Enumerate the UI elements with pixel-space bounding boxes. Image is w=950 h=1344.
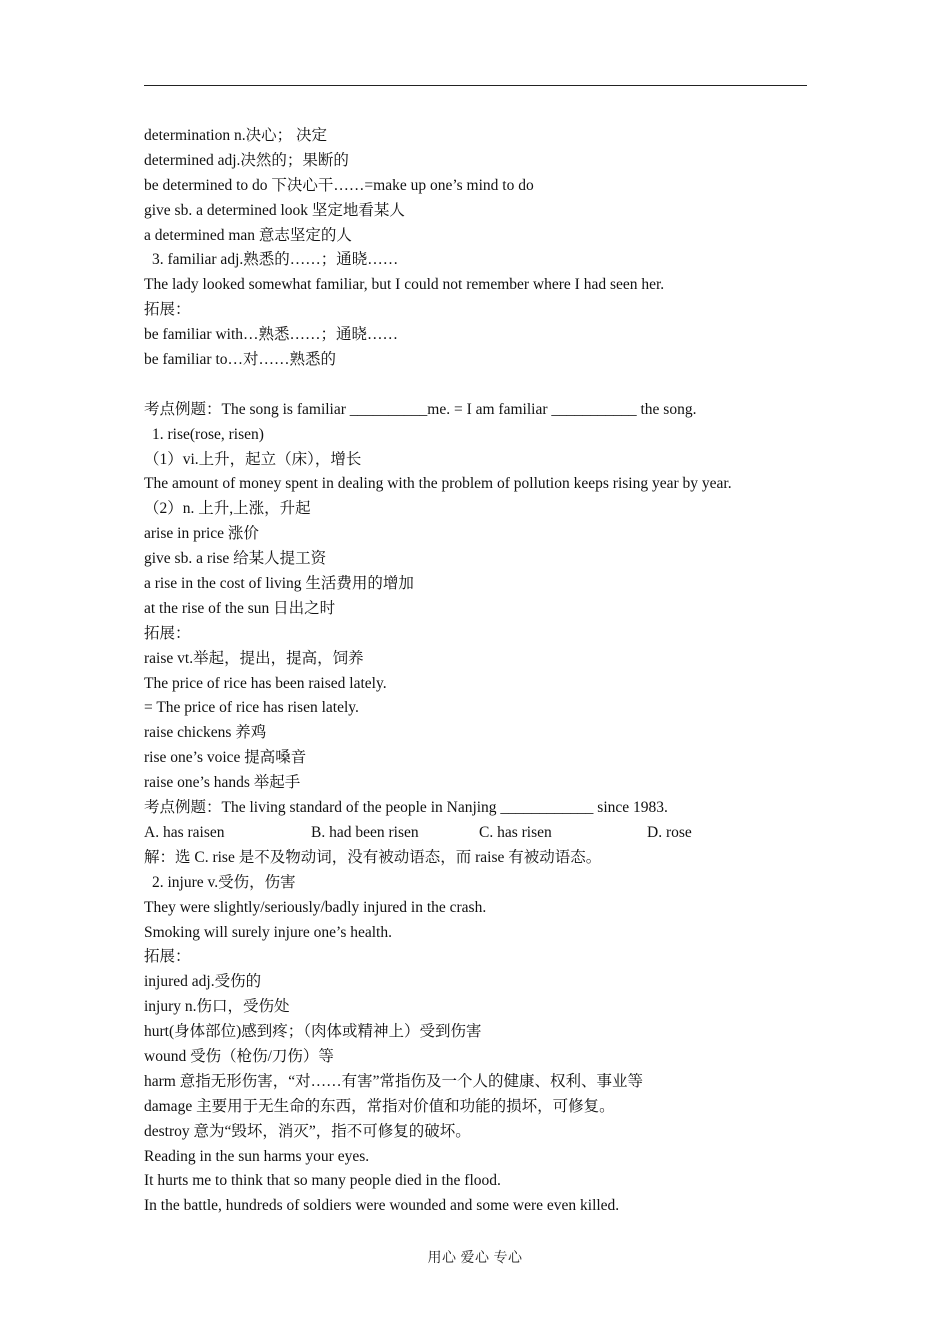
page-footer: 用心 爱心 专心 [427,1251,523,1266]
answer-explanation: 解：选 C. rise 是不及物动词，没有被动语态，而 raise 有被动语态。 [144,848,602,866]
text-line: （1）vi.上升，起立（床），增长 [144,450,362,468]
text-line: be familiar to…对……熟悉的 [144,351,336,369]
text-line: 拓展： [144,301,191,319]
text-line: at the rise of the sun 日出之时 [144,599,336,617]
text-line: damage 主要用于无生命的东西，常指对价值和功能的损坏，可修复。 [144,1097,615,1115]
text-line: rise one’s voice 提高嗓音 [144,749,307,767]
section-heading-familiar: 3. familiar adj.熟悉的……；通晓…… [152,251,399,269]
text-line: be determined to do 下决心干……=make up one’s mind to do [144,176,534,194]
option-a: A. has raisen [144,823,225,841]
text-line: give sb. a determined look 坚定地看某人 [144,201,405,219]
text-line: destroy 意为“毁坏，消灭”，指不可修复的破坏。 [144,1122,471,1140]
text-line: injured adj.受伤的 [144,973,262,991]
answer-options [144,821,824,846]
text-line: Smoking will surely injure one’s health. [144,923,392,941]
option-c: C. has risen [479,823,552,841]
section-heading-rise: 1. rise(rose, risen) [152,425,264,443]
text-line: be familiar with…熟悉……；通晓…… [144,326,398,344]
text-line: a rise in the cost of living 生活费用的增加 [144,575,414,593]
text-line: = The price of rice has risen lately. [144,699,359,717]
text-line: The amount of money spent in dealing with the problem of pollution keeps rising year by year. [144,475,732,493]
text-line: give sb. a rise 给某人提工资 [144,550,327,568]
text-line: The price of rice has been raised lately. [144,674,387,692]
exercise-line: 考点例题：The song is familiar __________me. = I am familiar ___________ the song. [144,400,697,418]
text-line: It hurts me to think that so many people died in the flood. [144,1172,501,1190]
text-line: They were slightly/seriously/badly injured in the crash. [144,898,487,916]
document-body [144,124,824,1219]
exercise-line: 考点例题：The living standard of the people in Nanjing ____________ since 1983. [144,799,668,817]
text-line: harm 意指无形伤害，“对……有害”常指伤及一个人的健康、权利、事业等 [144,1072,643,1090]
text-line: In the battle, hundreds of soldiers were wounded and some were even killed. [144,1197,620,1215]
text-line: Reading in the sun harms your eyes. [144,1147,370,1165]
text-line: injury n.伤口，受伤处 [144,998,290,1016]
text-line: raise one’s hands 举起手 [144,774,301,792]
text-line: 拓展： [144,948,191,966]
text-line: hurt(身体部位)感到疼；（肉体或精神上）受到伤害 [144,1023,482,1041]
text-line: wound 受伤（枪伤/刀伤）等 [144,1047,334,1065]
text-line: raise chickens 养鸡 [144,724,267,742]
text-line: a determined man 意志坚定的人 [144,226,352,244]
text-line: 拓展： [144,624,191,642]
option-d: D. rose [647,823,692,841]
text-line: The lady looked somewhat familiar, but I could not remember where I had seen her. [144,276,665,294]
text-line: determination n.决心； 决定 [144,127,327,144]
section-heading-injure: 2. injure v.受伤，伤害 [152,873,296,891]
text-line: determined adj.决然的；果断的 [144,151,349,169]
text-line: raise vt.举起，提出，提高，饲养 [144,649,364,667]
blank-line [144,373,824,398]
text-line: arise in price 涨价 [144,525,259,543]
header-rule [144,85,807,86]
option-b: B. had been risen [311,823,419,841]
text-line: （2）n. 上升,上涨，升起 [144,500,311,518]
